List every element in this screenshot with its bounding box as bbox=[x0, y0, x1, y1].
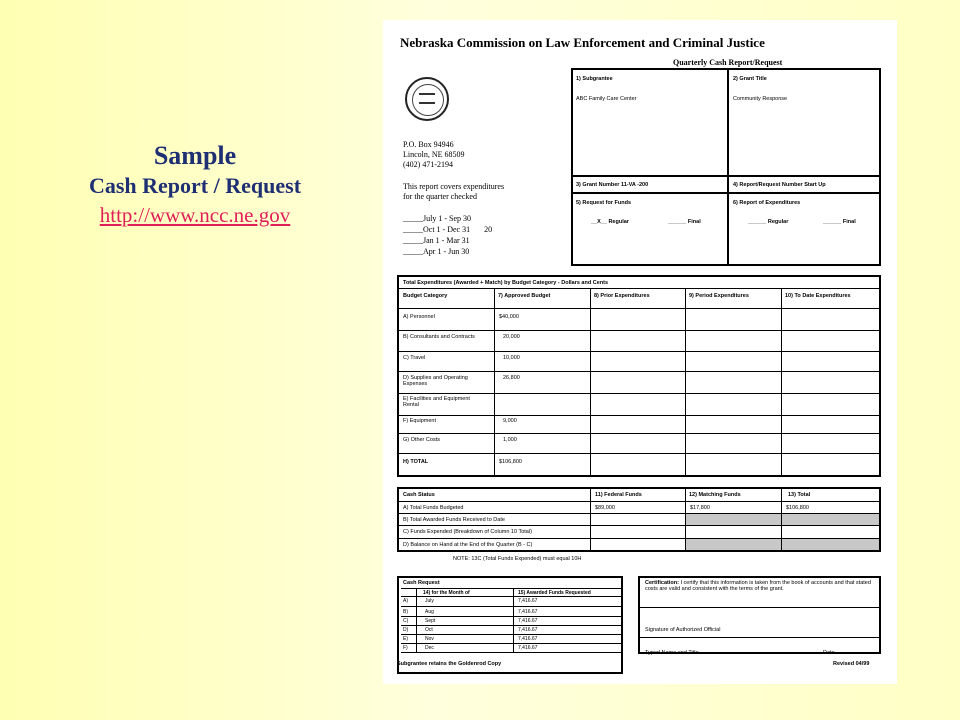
budget-category: D) Supplies and Operating Expenses bbox=[403, 375, 468, 387]
slide-title-block bbox=[20, 140, 370, 230]
website-link[interactable]: http://www.ncc.ne.gov bbox=[99, 203, 291, 227]
grant-title-value[interactable]: Community Response bbox=[733, 96, 788, 102]
address-block bbox=[403, 140, 465, 170]
row-key: E) bbox=[403, 636, 408, 642]
form-subheader: Quarterly Cash Report/Request bbox=[673, 58, 783, 67]
cash-status-label: C) Funds Expended (Breakdown of Column 10 Total) bbox=[403, 529, 532, 535]
quarter-option[interactable]: _____Jan 1 - Mar 31 bbox=[403, 236, 470, 245]
approved-value[interactable]: $106,800 bbox=[499, 459, 522, 465]
month-value[interactable]: Aug bbox=[425, 609, 434, 615]
approved-value[interactable]: 9,000 bbox=[503, 418, 517, 424]
federal-funds-value[interactable]: $89,000 bbox=[595, 505, 615, 511]
cash-status-label: A) Total Funds Budgeted bbox=[403, 505, 464, 511]
report-number-label: 4) Report/Request Number Start Up bbox=[733, 182, 826, 188]
exp-final-label: Final bbox=[842, 219, 856, 225]
request-final-label: Final bbox=[687, 219, 701, 225]
quarter-option[interactable]: _____Apr 1 - Jun 30 bbox=[403, 247, 470, 256]
budget-category: A) Personnel bbox=[403, 314, 435, 320]
quarter-mark: 20 bbox=[484, 225, 493, 234]
approved-value[interactable]: 1,000 bbox=[503, 437, 517, 443]
signature-label: Signature of Authorized Official bbox=[645, 627, 721, 633]
footer-right: Revised 04/99 bbox=[833, 661, 870, 667]
approved-value[interactable]: 10,000 bbox=[503, 355, 520, 361]
month-value[interactable]: Sept bbox=[425, 618, 436, 624]
address-line: (402) 471-2194 bbox=[403, 160, 453, 169]
amount-value[interactable]: 7,416.67 bbox=[518, 609, 538, 615]
certification-text bbox=[645, 580, 875, 592]
date-label: Date bbox=[823, 650, 835, 656]
budget-category: E) Facilities and Equipment Rental bbox=[403, 396, 470, 408]
cash-status-label: B) Total Awarded Funds Received to Date bbox=[403, 517, 505, 523]
month-value[interactable]: Dec bbox=[425, 645, 434, 651]
col-header-requested: 15) Awarded Funds Requested bbox=[518, 590, 591, 596]
row-key: B) bbox=[403, 609, 408, 615]
col-header-category: Budget Category bbox=[403, 293, 448, 299]
row-key: D) bbox=[403, 627, 409, 633]
col-header-federal: 11) Federal Funds bbox=[595, 492, 642, 498]
address-line: P.O. Box 94946 bbox=[403, 140, 454, 149]
amount-value[interactable]: 7,416.67 bbox=[518, 618, 538, 624]
typed-name-label: Typed Name and Title bbox=[645, 650, 699, 656]
budget-table-title: Total Expenditures (Awarded + Match) by Budget Category - Dollars and Cents bbox=[403, 280, 609, 286]
cover-line: for the quarter checked bbox=[403, 192, 477, 201]
matching-funds-value[interactable]: $17,800 bbox=[690, 505, 710, 511]
cash-status-title: Cash Status bbox=[403, 492, 435, 498]
form-document bbox=[383, 20, 897, 684]
report-exp-label: 6) Report of Expenditures bbox=[733, 200, 801, 206]
seal-icon bbox=[405, 77, 449, 121]
approved-value[interactable]: 20,000 bbox=[503, 334, 520, 340]
address-line: Lincoln, NE 68509 bbox=[403, 150, 465, 159]
amount-value[interactable]: 7,416.67 bbox=[518, 636, 538, 642]
budget-category: B) Consultants and Contracts bbox=[403, 334, 475, 340]
quarter-label: July 1 - Sep 30 bbox=[423, 214, 471, 223]
budget-category: H) TOTAL bbox=[403, 459, 429, 465]
slide-subtitle: Cash Report / Request bbox=[88, 173, 302, 198]
row-key: F) bbox=[403, 645, 408, 651]
cover-text bbox=[403, 182, 504, 202]
slide-title: Sample bbox=[153, 141, 237, 170]
quarter-label: Jan 1 - Mar 31 bbox=[423, 236, 470, 245]
amount-value[interactable]: 7,416.67 bbox=[518, 598, 538, 604]
grant-number-field[interactable] bbox=[576, 182, 648, 188]
approved-value[interactable]: $40,000 bbox=[499, 314, 519, 320]
quarter-option[interactable]: _____Oct 1 - Dec 31 20 bbox=[403, 225, 493, 234]
certification-body: I certify that this information is taken from the book of accounts and that stated costs are valid and consistent with the terms of the grant. bbox=[645, 580, 871, 592]
certification-label: Certification: bbox=[645, 580, 679, 586]
col-header-matching: 12) Matching Funds bbox=[689, 492, 741, 498]
col-header-prior: 8) Prior Expenditures bbox=[594, 293, 650, 299]
cash-status-label: D) Balance on Hand at the End of the Quarter (B - C) bbox=[403, 542, 533, 548]
subgrantee-label: 1) Subgrantee bbox=[576, 76, 613, 82]
quarter-label: Apr 1 - Jun 30 bbox=[423, 247, 470, 256]
cover-line: This report covers expenditures bbox=[403, 182, 505, 191]
month-value[interactable]: Oct bbox=[425, 627, 433, 633]
row-key: A) bbox=[403, 598, 408, 604]
budget-category: F) Equipment bbox=[403, 418, 437, 424]
month-value[interactable]: July bbox=[425, 598, 434, 604]
request-final-option[interactable]: ______ Final bbox=[668, 219, 701, 225]
col-header-month: 14) for the Month of bbox=[423, 590, 470, 596]
total-funds-value[interactable]: $106,800 bbox=[786, 505, 809, 511]
approved-value[interactable]: 26,800 bbox=[503, 375, 520, 381]
request-regular-mark: X bbox=[597, 219, 601, 225]
row-key: C) bbox=[403, 618, 409, 624]
exp-regular-option[interactable]: ______ Regular bbox=[748, 219, 789, 225]
request-regular-option[interactable]: __X__ Regular bbox=[591, 219, 629, 225]
month-value[interactable]: Nov bbox=[425, 636, 434, 642]
budget-category: G) Other Costs bbox=[403, 437, 440, 443]
col-header-approved: 7) Approved Budget bbox=[498, 293, 551, 299]
cash-request-title: Cash Request bbox=[403, 580, 440, 586]
request-funds-label: 5) Request for Funds bbox=[576, 200, 632, 206]
form-header: Nebraska Commission on Law Enforcement and Criminal Justice bbox=[400, 35, 765, 50]
cash-status-note: NOTE: 13C (Total Funds Expended) must equal 10H bbox=[453, 556, 582, 562]
request-regular-label: Regular bbox=[608, 219, 629, 225]
subgrantee-value[interactable]: ABC Family Care Center bbox=[576, 96, 637, 102]
budget-category: C) Travel bbox=[403, 355, 426, 361]
amount-value[interactable]: 7,416.67 bbox=[518, 645, 538, 651]
exp-final-option[interactable]: ______ Final bbox=[823, 219, 856, 225]
grant-title-label: 2) Grant Title bbox=[733, 76, 767, 82]
exp-regular-label: Regular bbox=[767, 219, 789, 225]
col-header-period: 9) Period Expenditures bbox=[689, 293, 749, 299]
grant-number-value: 11-VA -200 bbox=[620, 182, 649, 188]
grant-number-label: 3) Grant Number bbox=[576, 182, 620, 188]
quarter-label: Oct 1 - Dec 31 bbox=[423, 225, 471, 234]
footer-left: Subgrantee retains the Goldenrod Copy bbox=[397, 661, 502, 667]
quarter-option[interactable]: _____July 1 - Sep 30 bbox=[403, 214, 471, 223]
amount-value[interactable]: 7,416.67 bbox=[518, 627, 538, 633]
col-header-todate: 10) To Date Expenditures bbox=[785, 293, 851, 299]
col-header-total: 13) Total bbox=[788, 492, 811, 498]
